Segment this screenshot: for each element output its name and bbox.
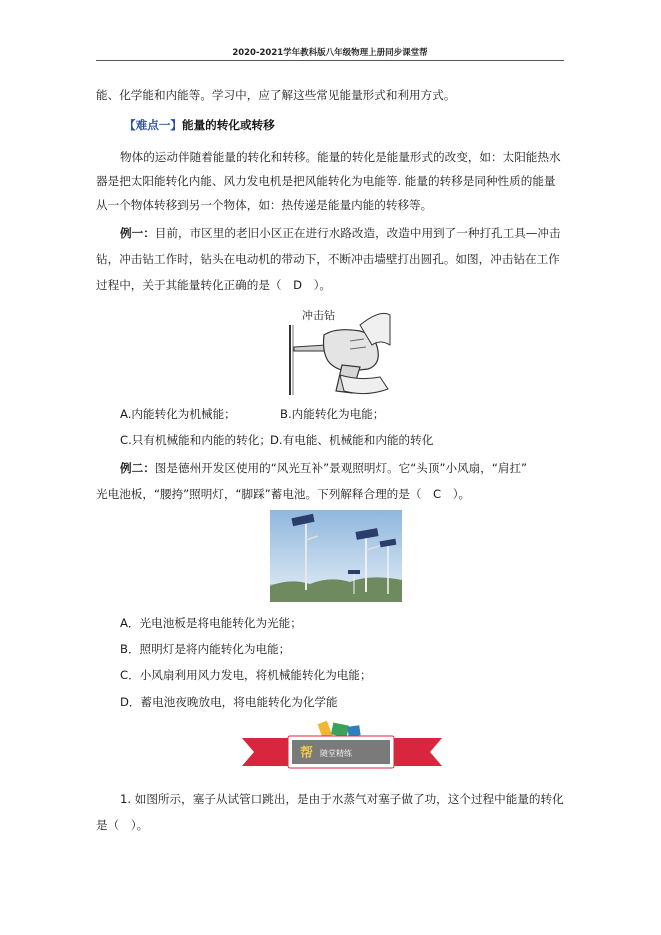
intro-line: 能、化学能和内能等。学习中，应了解这些常见能量形式和利用方式。: [96, 88, 456, 102]
example1-option-d: D.有电能、机械能和内能的转化: [270, 433, 434, 447]
example1-line-2: 钻，冲击钻工作时，钻头在电动机的带动下，不断冲击墙壁打出圆孔。如图，冲击钻在工作: [96, 252, 560, 266]
drill-figure-label: 冲击钻: [302, 309, 335, 322]
paragraph-line-3: 从一个物体转移到另一个物体，如：热传递是能量内能的转移等。: [96, 198, 433, 212]
banner-text: 随堂精练: [320, 749, 352, 758]
example2-option-d: D．蓄电池夜晚放电，将电能转化为化学能: [120, 695, 338, 709]
impact-drill-figure: [280, 305, 392, 397]
example1-option-b: B.内能转化为电能；: [280, 407, 385, 421]
example2-option-b: B．照明灯是将内能转化为电能；: [120, 642, 291, 656]
section-title: 能量的转化或转移: [181, 118, 275, 132]
paragraph-line-1: 物体的运动伴随着能量的转化和转移。能量的转化是能量形式的改变，如：太阳能热水: [120, 150, 561, 164]
section-heading: [124, 117, 275, 133]
example1-line-3: 过程中，关于其能量转化正确的是（ D ）。: [96, 278, 332, 292]
exercise1-line-1: 1. 如图所示，塞子从试管口跳出，是由于水蒸气对塞子做了功，这个过程中能量的转化: [120, 792, 564, 806]
example1-line-1: [120, 225, 566, 241]
practice-banner: [236, 720, 448, 776]
example2-label: 例二：: [120, 461, 155, 475]
example2-line-2: 光电池板，“腰挎”照明灯，“脚踩”蓄电池。下列解释合理的是（ C ）。: [96, 487, 471, 501]
paragraph-line-2: 器是把太阳能转化内能、风力发电机是把风能转化为电能等. 能量的转移是同种性质的能量: [96, 174, 556, 188]
section-label: 【难点一】: [124, 118, 182, 132]
banner-char: 帮: [300, 746, 314, 761]
example1-text-1: 目前，市区里的老旧小区正在进行水路改造，改造中用到了一种打孔工具—冲击: [154, 226, 561, 240]
example1-option-a: A.内能转化为机械能；: [120, 407, 236, 421]
example2-option-c: C．小风扇利用风力发电，将机械能转化为电能；: [120, 668, 372, 682]
street-light-photo: [270, 510, 402, 602]
example2-line-1: [120, 460, 566, 476]
exercise1-line-2: 是（ ）。: [96, 818, 149, 832]
example1-label: 例一：: [120, 226, 155, 240]
example2-option-a: A．光电池板是将电能转化为光能；: [120, 616, 302, 630]
page-header: 2020-2021学年教科版八年级物理上册同步课堂帮: [232, 48, 428, 58]
example1-option-c: C.只有机械能和内能的转化；: [120, 433, 271, 447]
example2-text-1: 图是德州开发区使用的“风光互补”景观照明灯。它“头顶”小风扇，“肩扛”: [154, 461, 528, 475]
header-rule: [96, 60, 564, 61]
